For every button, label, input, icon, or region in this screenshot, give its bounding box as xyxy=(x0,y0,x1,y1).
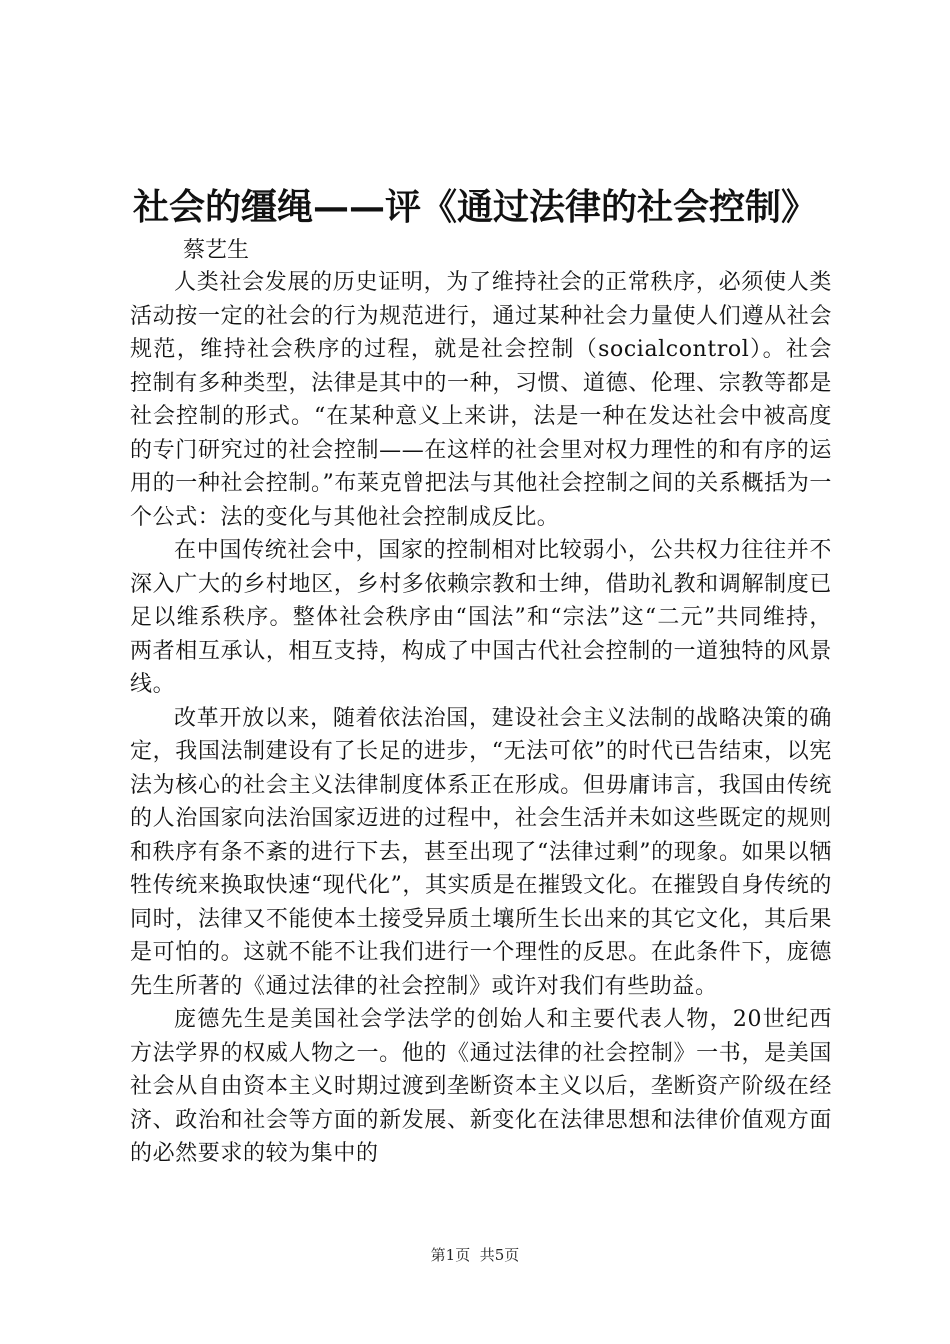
body-paragraph: 在中国传统社会中，国家的控制相对比较弱小，公共权力往往并不深入广大的乡村地区，乡村多依赖宗教和士绅，借助礼教和调解制度已足以维系秩序。整体社会秩序由“国法”和“宗法”这“二元”共同维持，两者相互承认，相互支持，构成了中国古代社会控制的一道独特的风景线。 xyxy=(130,538,832,697)
page-total: 共5页 xyxy=(479,1246,520,1264)
body-paragraph: 庞德先生是美国社会学法学的创始人和主要代表人物，20世纪西方法学界的权威人物之一。他的《通过法律的社会控制》一书，是美国社会从自由资本主义时期过渡到垄断资本主义以后，垄断资产阶级在经济、政治和社会等方面的新发展、新变化在法律思想和法律价值观方面的必然要求的较为集中的 xyxy=(130,1007,832,1166)
body-paragraph: 改革开放以来，随着依法治国，建设社会主义法制的战略决策的确定，我国法制建设有了长足的进步，“无法可依”的时代已告结束，以宪法为核心的社会主义法律制度体系正在形成。但毋庸讳言，我国由传统的人治国家向法治国家迈进的过程中，社会生活并未如这些既定的规则和秩序有条不紊的进行下去，甚至出现了“法律过剩”的现象。如果以牺牲传统来换取快速“现代化”，其实质是在摧毁文化。在摧毁自身传统的同时，法律又不能使本土接受异质土壤所生长出来的其它文化，其后果是可怕的。这就不能不让我们进行一个理性的反思。在此条件下，庞德先生所著的《通过法律的社会控制》或许对我们有些助益。 xyxy=(130,705,832,999)
page-footer xyxy=(0,1245,950,1265)
body-paragraph: 人类社会发展的历史证明，为了维持社会的正常秩序，必须使人类活动按一定的社会的行为规范进行，通过某种社会力量使人们遵从社会规范，维持社会秩序的过程，就是社会控制（socialcontrol）。社会控制有多种类型，法律是其中的一种，习惯、道德、伦理、宗教等都是社会控制的形式。“在某种意义上来讲，法是一种在发达社会中被高度的专门研究过的社会控制——在这样的社会里对权力理性的和有序的运用的一种社会控制。”布莱克曾把法与其他社会控制之间的关系概括为一个公式：法的变化与其他社会控制成反比。 xyxy=(130,270,832,530)
document-body xyxy=(130,266,832,1171)
document-title: 社会的缰绳——评《通过法律的社会控制》 xyxy=(132,186,817,228)
page-number: 第1页 xyxy=(430,1246,471,1264)
author-name: 蔡艺生 xyxy=(183,238,250,263)
